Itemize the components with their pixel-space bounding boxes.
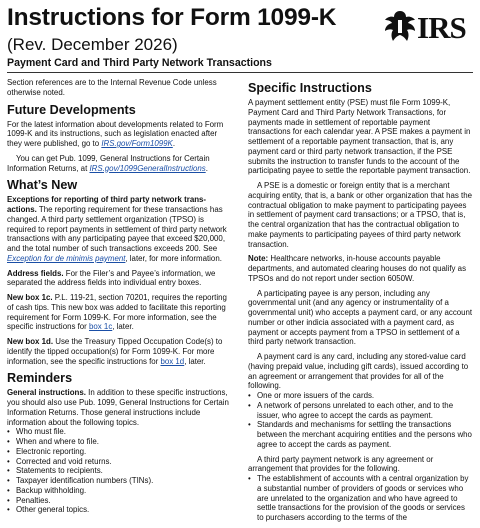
future-developments-heading: Future Developments: [7, 102, 136, 117]
list-item: • The establishment of accounts with a central organization by a substantial number of providers of goods or services who are unrelated to the organization and who have agreed to settle transactions for the provision of the goods or services to purchasers according to the terms of the: [248, 474, 469, 522]
section-reference-note: Section references are to the Internal Revenue Code unless otherwise noted.: [7, 78, 217, 97]
irs-logo-text: IRS: [417, 10, 466, 45]
list-item: • Who must file.: [7, 427, 66, 437]
list-item: • Electronic reporting.: [7, 446, 87, 456]
list-item: • Taxpayer identification numbers (TINs).: [7, 476, 154, 485]
list-item: • One or more issuers of the cards.: [248, 391, 375, 400]
general-instructions-link[interactable]: IRS.gov/1099GeneralInstructions: [89, 163, 206, 173]
pse-definition-paragraph: A PSE is a domestic or foreign entity that is a merchant acquiring entity, that is, a bank or other organization that has the contractual obligation to make payment to participating payees in settlement of payment card transactions; or a TPSO, that is, the central organization that has the contractual obligation to make payments to participating payees of third party network transaction.: [248, 181, 472, 249]
page-title: Instructions for Form 1099-K: [7, 4, 337, 31]
form-subtitle: Payment Card and Third Party Network Transactions: [7, 57, 272, 69]
address-fields-paragraph: Address fields. For the Filer’s and Payee’s information, we separated the address fields into individual entry boxes.: [7, 268, 216, 288]
box1d-link[interactable]: box 1d: [160, 356, 185, 366]
irs-logo: [383, 8, 471, 48]
list-item: • Standards and mechanisms for settling the transactions between the merchant acquiring entities and the persons who agree to accept the cards as payment.: [248, 420, 472, 449]
de-minimis-link[interactable]: Exception for de minimis payment: [7, 253, 126, 263]
future-developments-text: For the latest information about developments related to Form 1099-K and its instructions, such as legislation enacted after they were published, go to IRS.gov/Form1099K.: [7, 119, 224, 148]
box1c-paragraph: New box 1c. P.L. 119-21, section 70201, requires the reporting of cash tips. This new box was added to facilitate this reporting requirement for Form 1099-K. For more information, see the specific instructions for box 1c, later.: [7, 293, 227, 332]
payment-card-list: [248, 391, 473, 450]
irs-eagle-icon: [383, 8, 417, 46]
list-item: • When and where to file.: [7, 437, 99, 446]
form1099k-link[interactable]: IRS.gov/Form1099K: [101, 139, 173, 148]
list-item: • A network of persons unrelated to each other, and to the issuer, who agree to accept the cards as payment.: [248, 400, 454, 420]
box1d-paragraph: New box 1d. Use the Treasury Tipped Occupation Code(s) to identify the tipped occupation(s) for Form 1099-K. For more information, see the specific instructions for box 1d, later.: [7, 337, 223, 366]
document-header: [7, 4, 473, 76]
list-item: • Corrected and void returns.: [7, 456, 112, 466]
header-divider: [7, 72, 473, 73]
topics-list: [7, 427, 232, 515]
list-item: • Penalties.: [7, 495, 51, 505]
right-column: [248, 78, 473, 528]
revision-date: (Rev. December 2026): [7, 35, 178, 54]
specific-instructions-heading: Specific Instructions: [248, 81, 372, 95]
left-column: [7, 78, 232, 520]
reminders-heading: Reminders: [7, 371, 73, 386]
list-item: • Statements to recipients.: [7, 466, 103, 476]
exceptions-paragraph: Exceptions for reporting of third party network trans-actions. The reporting requirement for these transactions has changed. A third party settlement organization (TPSO) is required to report payments in settlement of third party network transactions with any participating payee that exceed $20,000, and the total number of such transactions exceeds 200. See Exception for de minimis payment, later, for more information.: [7, 195, 227, 263]
payment-card-paragraph: A payment card is any card, including any stored-value card (having prepaid value, including gift cards), issued according to an agreement or arrangement that provides for all of the following.: [248, 352, 469, 391]
general-instructions-paragraph: General instructions. In addition to these specific instructions, you should also use Pub. 1099, General Instructions for Certain Information Returns. Those general instructions include information about the following topics.: [7, 388, 229, 427]
participating-payee-paragraph: A participating payee is any person, including any governmental unit (and any agency or instrumentality of a governmental unit) who accepts a payment card, or any account number or other indicia associated with a payment card, as payment or accepts payment from a TPSO in settlement of a third party network transaction.: [248, 288, 473, 347]
whats-new-heading: What’s New: [7, 178, 78, 193]
pub-1099-text: You can get Pub. 1099, General Instructions for Certain Information Returns, at IRS.gov/1099GeneralInstructions.: [7, 153, 210, 173]
list-item: • Backup withholding.: [7, 485, 87, 495]
list-item: • Other general topics.: [7, 505, 90, 515]
network-list: [248, 474, 473, 523]
note-paragraph: Note: Healthcare networks, in-house accounts payable departments, and automated clearing houses do not qualify as TPSOs and do not report under section 6050W.: [248, 254, 467, 283]
pse-paragraph: A payment settlement entity (PSE) must file Form 1099-K, Payment Card and Third Party Network Transactions, for payments made in settlement of reportable payment transactions for each calendar year. A PSE makes a payment in settlement of a reportable payment transaction, that is, any payment card or third party network transaction, if the PSE submits the instruction to transfer funds to the account of the participating payee to settle the reportable payment transaction.: [248, 98, 471, 176]
box1c-link[interactable]: box 1c: [89, 322, 113, 332]
third-party-network-paragraph: A third party payment network is any agreement or arrangement that provides for the following.: [248, 454, 434, 474]
